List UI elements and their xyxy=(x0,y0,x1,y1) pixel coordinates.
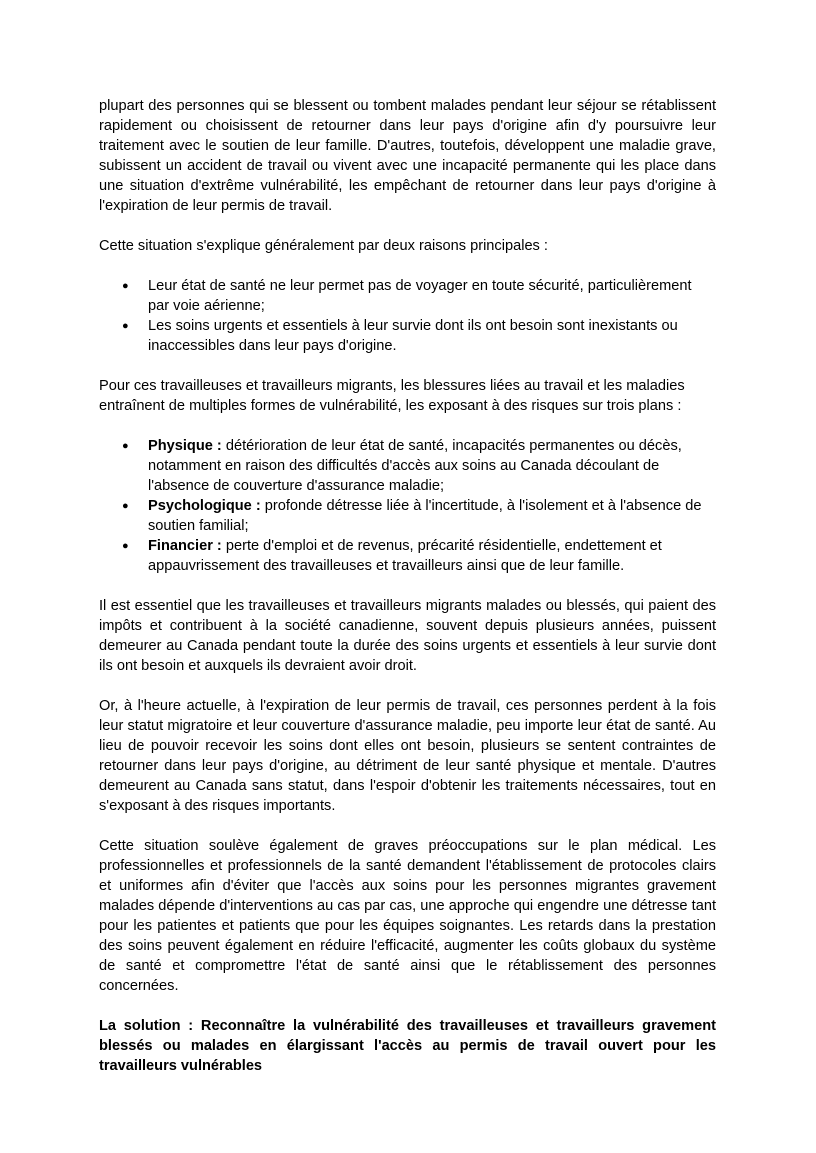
solution-heading: La solution : Reconnaître la vulnérabilité des travailleuses et travailleurs gravement blessés ou malades en élargissant l'accès au permis de travail ouvert pour les travailleurs vulnérables xyxy=(99,1018,716,1074)
bullet-icon: ● xyxy=(122,280,129,292)
list-item xyxy=(99,436,716,496)
paragraph-reasons-intro: Cette situation s'explique généralement par deux raisons principales : xyxy=(99,238,548,254)
list-item xyxy=(99,496,716,536)
paragraph-essential: Il est essentiel que les travailleuses et travailleurs migrants malades ou blessés, qui paient des impôts et contribuent à la société canadienne, souvent depuis plusieurs années, puissent demeurer au Canada pendant toute la durée des soins urgents et essentiels à leur survie dont ils ont besoin et auxquels ils devraient avoir droit. xyxy=(99,598,716,674)
document-page xyxy=(99,96,716,1096)
list-item-text: Leur état de santé ne leur permet pas de voyager en toute sécurité, particulièrement par voie aérienne; xyxy=(148,278,692,314)
paragraph-recovery: plupart des personnes qui se blessent ou tombent malades pendant leur séjour se rétablissent rapidement ou choisissent de retourner dans leur pays d'origine afin d'y poursuivre leur traitement avec le soutien de leur famille. D'autres, toutefois, développent une maladie grave, subissent un accident de travail ou vivent avec une incapacité permanente qui les place dans une situation d'extrême vulnérabilité, les empêchant de retourner dans leur pays d'origine à l'expiration de leur permis de travail. xyxy=(99,98,716,214)
risks-list xyxy=(99,436,716,576)
list-item-text: profonde détresse liée à l'incertitude, à l'isolement et à l'absence de soutien familial; xyxy=(148,498,702,534)
bullet-icon: ● xyxy=(122,540,129,552)
bullet-icon: ● xyxy=(122,320,129,332)
reasons-list xyxy=(99,276,716,356)
list-item xyxy=(99,316,716,356)
list-item xyxy=(99,536,716,576)
list-item-text: détérioration de leur état de santé, incapacités permanentes ou décès, notamment en raison des difficultés d'accès aux soins au Canada découlant de l'absence de couverture d'assurance maladie; xyxy=(148,438,682,494)
paragraph-current-situation: Or, à l'heure actuelle, à l'expiration de leur permis de travail, ces personnes perdent à la fois leur statut migratoire et leur couverture d'assurance maladie, peu importe leur état de santé. Au lieu de pouvoir recevoir les soins dont elles ont besoin, plusieurs se sentent contraintes de retourner dans leur pays d'origine, au détriment de leur santé physique et mentale. D'autres demeurent au Canada sans statut, dans l'espoir d'obtenir les traitements nécessaires, tout en s'exposant à des risques importants. xyxy=(99,698,716,814)
bullet-icon: ● xyxy=(122,500,129,512)
bullet-icon: ● xyxy=(122,440,129,452)
list-item-text: perte d'emploi et de revenus, précarité résidentielle, endettement et appauvrissement des travailleuses et travailleurs ainsi que de leur famille. xyxy=(148,538,662,574)
list-item-term: Physique : xyxy=(148,438,222,454)
paragraph-risks-intro: Pour ces travailleuses et travailleurs migrants, les blessures liées au travail et les maladies entraînent de multiples formes de vulnérabilité, les exposant à des risques sur trois plans : xyxy=(99,378,685,414)
list-item xyxy=(99,276,716,316)
list-item-term: Psychologique : xyxy=(148,498,261,514)
list-item-term: Financier : xyxy=(148,538,222,554)
paragraph-medical-concerns: Cette situation soulève également de graves préoccupations sur le plan médical. Les professionnelles et professionnels de la santé demandent l'établissement de protocoles clairs et uniformes afin d'éviter que l'accès aux soins pour les personnes migrantes gravement malades dépende d'interventions au cas par cas, une approche qui engendre une détresse tant pour les patientes et patients que pour les équipes soignantes. Les retards dans la prestation des soins peuvent également en réduire l'efficacité, augmenter les coûts globaux du système de santé et compromettre l'état de santé ainsi que le rétablissement des personnes concernées. xyxy=(99,838,716,994)
list-item-text: Les soins urgents et essentiels à leur survie dont ils ont besoin sont inexistants ou inaccessibles dans leur pays d'origine. xyxy=(148,318,678,354)
